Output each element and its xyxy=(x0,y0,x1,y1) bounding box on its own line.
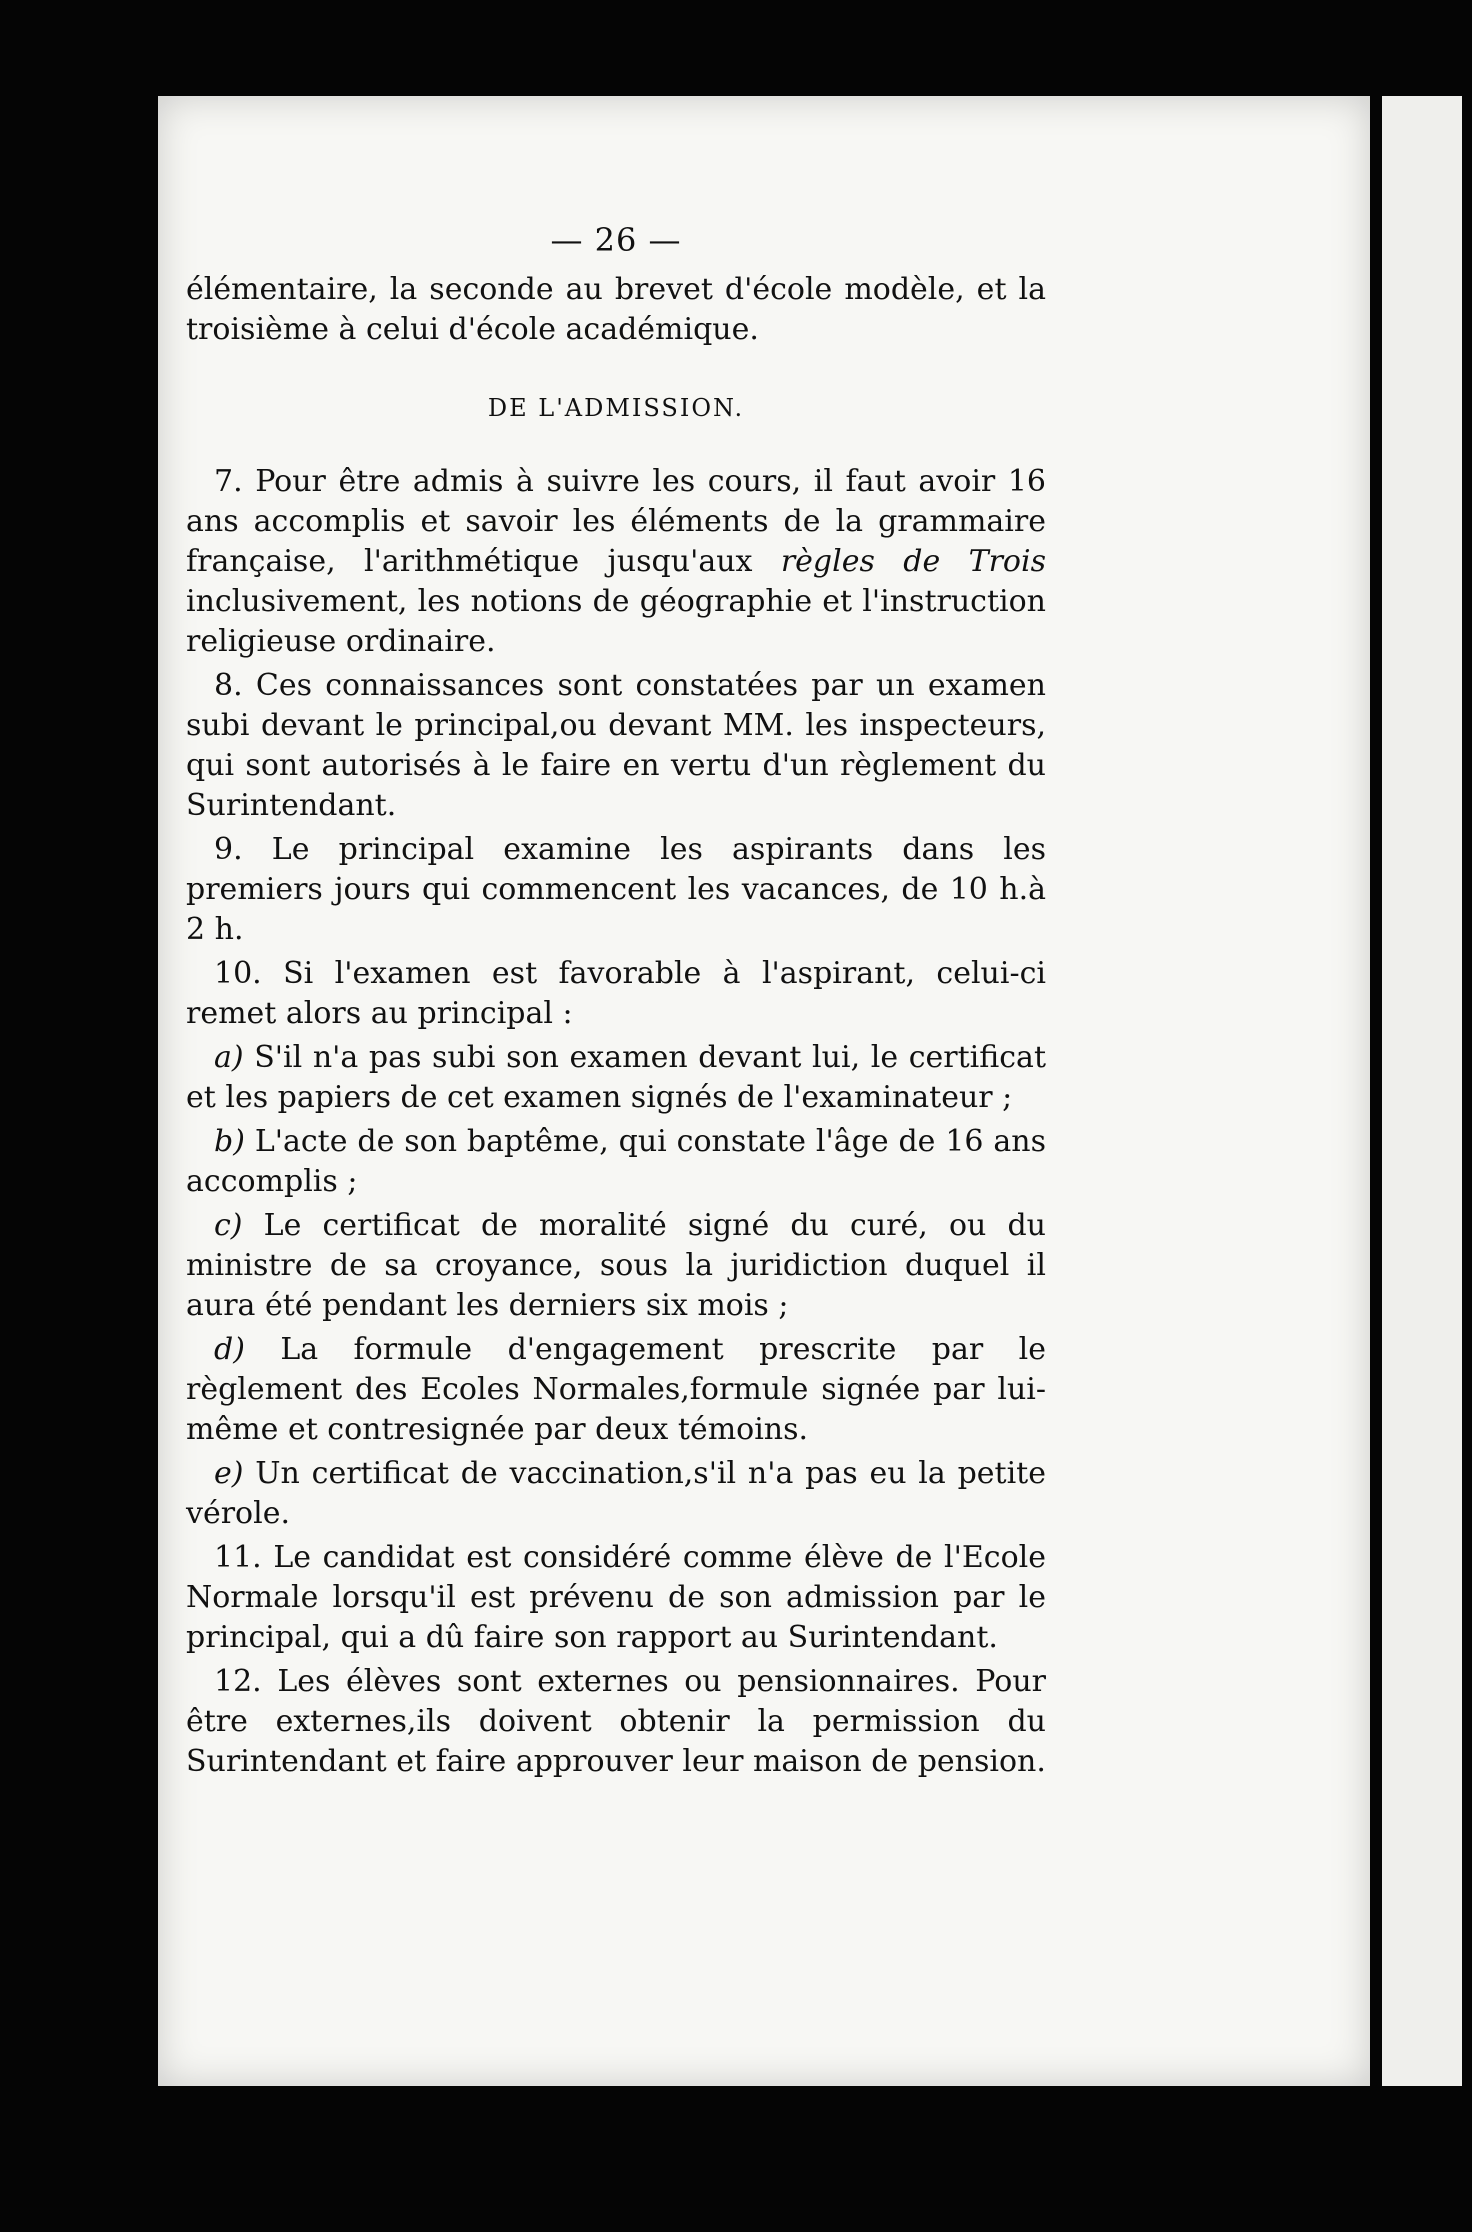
item-c: c) Le certificat de moralité signé du curé, ou du ministre de sa croyance, sous la juridiction duquel il aura été pendant les derniers six mois ; xyxy=(186,1208,1046,1323)
paragraph-9: 9. Le principal examine les aspirants dans les premiers jours qui commencent les vacances, de 10 h.à 2 h. xyxy=(186,832,1046,947)
paragraph-8: 8. Ces connaissances sont constatées par un examen subi devant le principal,ou devant MM. les inspecteurs, qui sont autorisés à le faire en vertu d'un règlement du Surintendant. xyxy=(186,668,1046,823)
paragraph-12: 12. Les élèves sont externes ou pensionnaires. Pour être externes,ils doivent obtenir la permission du Surintendant et faire approuver leur maison de pension. xyxy=(186,1664,1046,1779)
item-marker: d) xyxy=(214,1332,245,1367)
item-d: d) La formule d'engagement prescrite par le règlement des Ecoles Normales,formule signée par lui-même et contresignée par deux témoins. xyxy=(186,1332,1046,1447)
item-marker: b) xyxy=(214,1124,245,1159)
paragraph-7: 7. Pour être admis à suivre les cours, il faut avoir 16 ans accomplis et savoir les éléments de la grammaire française, l'arithmétique jusqu'aux règles de Trois inclusivement, les notions de géographie et l'instruction religieuse ordinaire. xyxy=(186,464,1046,659)
section-heading: DE L'ADMISSION. xyxy=(487,394,745,422)
adjacent-page-edge xyxy=(1382,96,1462,2086)
item-marker: c) xyxy=(214,1208,243,1243)
paragraph-11: 11. Le candidat est considéré comme élève de l'Ecole Normale lorsqu'il est prévenu de son admission par le principal, qui a dû faire son rapport au Surintendant. xyxy=(186,1540,1046,1655)
item-marker: e) xyxy=(214,1456,244,1491)
item-a: a) S'il n'a pas subi son examen devant lui, le certificat et les papiers de cet examen signés de l'examinateur ; xyxy=(186,1040,1046,1115)
paragraph-10: 10. Si l'examen est favorable à l'aspirant, celui-ci remet alors au principal : xyxy=(186,956,1046,1031)
italic-phrase: règles de Trois xyxy=(780,544,1046,579)
page-number: — 26 — xyxy=(550,221,682,259)
item-marker: a) xyxy=(214,1040,244,1075)
item-e: e) Un certificat de vaccination,s'il n'a pas eu la petite vérole. xyxy=(186,1456,1046,1531)
page-text xyxy=(186,220,1046,1786)
intro-text: élémentaire, la seconde au brevet d'école modèle, et la troisième à celui d'école académique. xyxy=(186,272,1046,347)
item-b: b) L'acte de son baptême, qui constate l'âge de 16 ans accomplis ; xyxy=(186,1124,1046,1199)
